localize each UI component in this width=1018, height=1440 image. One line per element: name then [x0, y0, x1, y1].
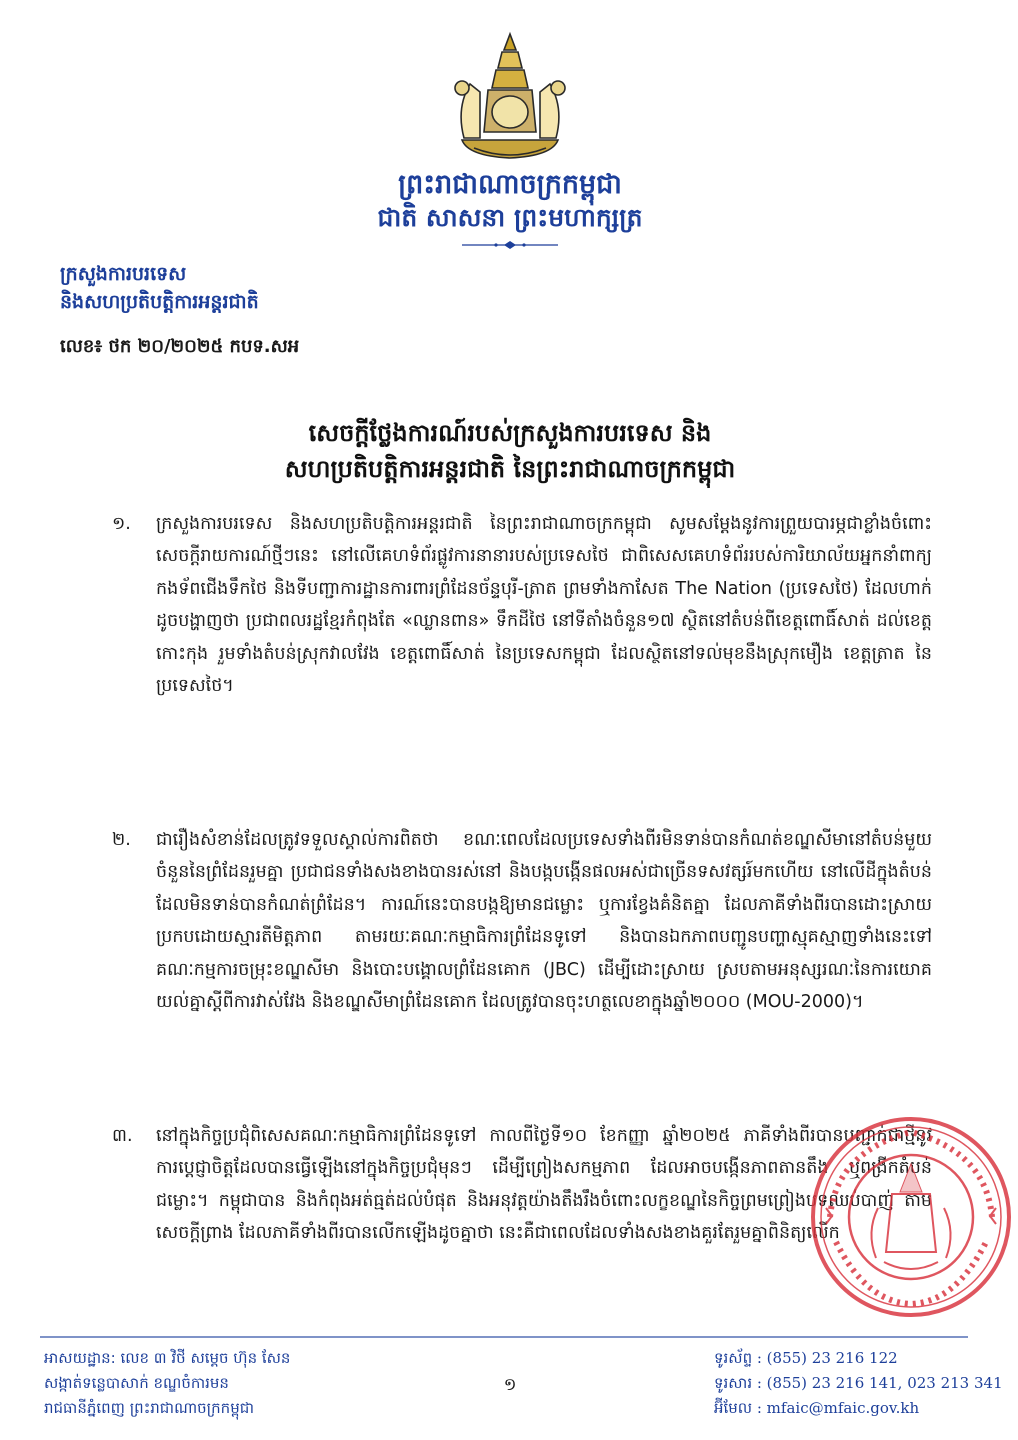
royal-coat-of-arms-emblem [440, 28, 580, 168]
footer-fax: ទូរសារ : (855) 23 216 141, 023 213 341 [714, 1374, 1003, 1392]
paragraph-number: ២. [112, 830, 131, 850]
paragraph-1 [112, 508, 932, 702]
ornament-divider-icon [460, 240, 560, 250]
footer-address-line2: សង្កាត់ទន្លេបាសាក់ ខណ្ឌចំការមន [44, 1374, 229, 1392]
footer-address-line1: អាសយដ្ឋាន: លេខ ៣ វិថី សម្តេច ហ៊ុន សែន [44, 1349, 291, 1367]
reference-number: លេខ៖ ថក ២០/២០២៥ កបទ.សអ [60, 336, 300, 357]
paragraph-text: ក្រសួងការបរទេស និងសហប្រតិបត្តិការអន្តរជាតិ នៃព្រះរាជាណាចក្រកម្ពុជា សូមសម្តែងនូវការព្រួយបារម្ភជាខ្លាំងចំពោះសេចក្តីរាយការណ៍ថ្មីៗនេះ នៅលើគេហទំព័រផ្លូវការនានារបស់ប្រទេសថៃ ជាពិសេសគេហទំព័ររបស់ការិយាល័យអ្នកនាំពាក្យកងទ័ពជើងទឹកថៃ និងទីបញ្ជាការដ្ឋានការពារព្រំដែនច័ន្ទបុរី-ត្រាត ព្រមទាំងកាសែត The Nation (ប្រទេសថៃ) ដែលហាក់ដូចបង្ហាញថា ប្រជាពលរដ្ឋខ្មែរកំពុងតែ «ឈ្លានពាន» ទឹកដីថៃ នៅទីតាំងចំនួន១៧ ស្ថិតនៅតំបន់ពីខេត្តពោធិ៍សាត់ ដល់ខេត្តកោះកុង រួមទាំងតំបន់ស្រុកវាលវែង ខេត្តពោធិ៍សាត់ នៃប្រទេសកម្ពុជា ដែលស្ថិតនៅទល់មុខនឹងស្រុកមឿង ខេត្តត្រាត នៃប្រទេសថៃ។ [156, 514, 932, 697]
footer-email: អ៊ីមែល : mfaic@mfaic.gov.kh [714, 1399, 920, 1417]
footer-phone: ទូរស័ព្ទ : (855) 23 216 122 [714, 1349, 898, 1367]
ministry-name-line1: ក្រសួងការបរទេស [60, 263, 187, 285]
statement-title-line1: សេចក្តីថ្លែងការណ៍របស់ក្រសួងការបរទេស និង [308, 418, 712, 447]
page-number: ១ [503, 1375, 517, 1395]
paragraph-text: ជារឿងសំខាន់ដែលត្រូវទទួលស្គាល់ការពិតថា ខណៈពេលដែលប្រទេសទាំងពីរមិនទាន់បានកំណត់ខណ្ឌសីមានៅតំបន់មួយចំនួននៃព្រំដែនរួមគ្នា ប្រជាជនទាំងសងខាងបានរស់នៅ និងបង្កបង្កើនផលអស់ជាច្រើនទសវត្សរ៍មកហើយ នៅលើដីក្នុងតំបន់ដែលមិនទាន់បានកំណត់ព្រំដែន។ ការណ៍នេះបានបង្កឱ្យមានជម្លោះ ឬការខ្វែងគំនិតគ្នា ដែលភាគីទាំងពីរបានដោះស្រាយប្រកបដោយស្មារតីមិត្តភាព តាមរយៈគណៈកម្មាធិការព្រំដែនទូទៅ និងបានឯកភាពបញ្ជូនបញ្ហាស្មុគស្មាញទាំងនេះទៅគណៈកម្មការចម្រុះខណ្ឌសីមា និងបោះបង្គោលព្រំដែនគោក (JBC) ដើម្បីដោះស្រាយ ស្របតាមអនុស្សរណៈនៃការយោគយល់គ្នាស្តីពីការវាស់វែង និងខណ្ឌសីមាព្រំដែនគោក ដែលត្រូវបានចុះហត្ថលេខាក្នុងឆ្នាំ២០០០ (MOU-2000)។ [156, 830, 932, 1013]
kingdom-name: ព្រះរាជាណាចក្រកម្ពុជា [398, 169, 622, 200]
paragraph-2 [112, 824, 932, 1018]
official-ministry-seal-icon [806, 1112, 1016, 1322]
paragraph-number: ៣. [112, 1126, 133, 1146]
ministry-name-line2: និងសហប្រតិបត្តិការអន្តរជាតិ [60, 291, 259, 313]
statement-title-line2: សហប្រតិបត្តិការអន្តរជាតិ នៃព្រះរាជាណាចក្រកម្ពុជា [284, 454, 736, 483]
national-motto: ជាតិ សាសនា ព្រះមហាក្សត្រ [377, 203, 643, 232]
footer-address-line3: រាជធានីភ្នំពេញ ព្រះរាជាណាចក្រកម្ពុជា [44, 1399, 254, 1417]
footer-divider [40, 1336, 968, 1338]
paragraph-text: នៅក្នុងកិច្ចប្រជុំពិសេសគណៈកម្មាធិការព្រំដែនទូទៅ កាលពីថ្ងៃទី១០ ខែកញ្ញា ឆ្នាំ២០២៥ ភាគីទាំងពីរបានបញ្ជាក់ជាថ្មីនូវការប្តេជ្ញាចិត្តដែលបានធ្វើឡើងនៅក្នុងកិច្ចប្រជុំមុនៗ ដើម្បីព្រៀងសកម្មភាព ដែលអាចបង្កើនភាពតានតឹង ឬពង្រីកតំបន់ជម្លោះ។ កម្ពុជាបាន និងកំពុងអត់ធ្មត់ដល់បំផុត និងអនុវត្តយ៉ាងតឹងរឹងចំពោះលក្ខខណ្ឌនៃកិច្ចព្រមព្រៀងបទឈប់បាញ់ តាមសេចក្តីព្រាង ដែលភាគីទាំងពីរបានលើកឡើងដូចគ្នាថា នេះគឺជាពេលដែលទាំងសងខាងគួរតែរួមគ្នាពិនិត្យលើក [156, 1126, 932, 1244]
paragraph-number: ១. [112, 514, 131, 534]
